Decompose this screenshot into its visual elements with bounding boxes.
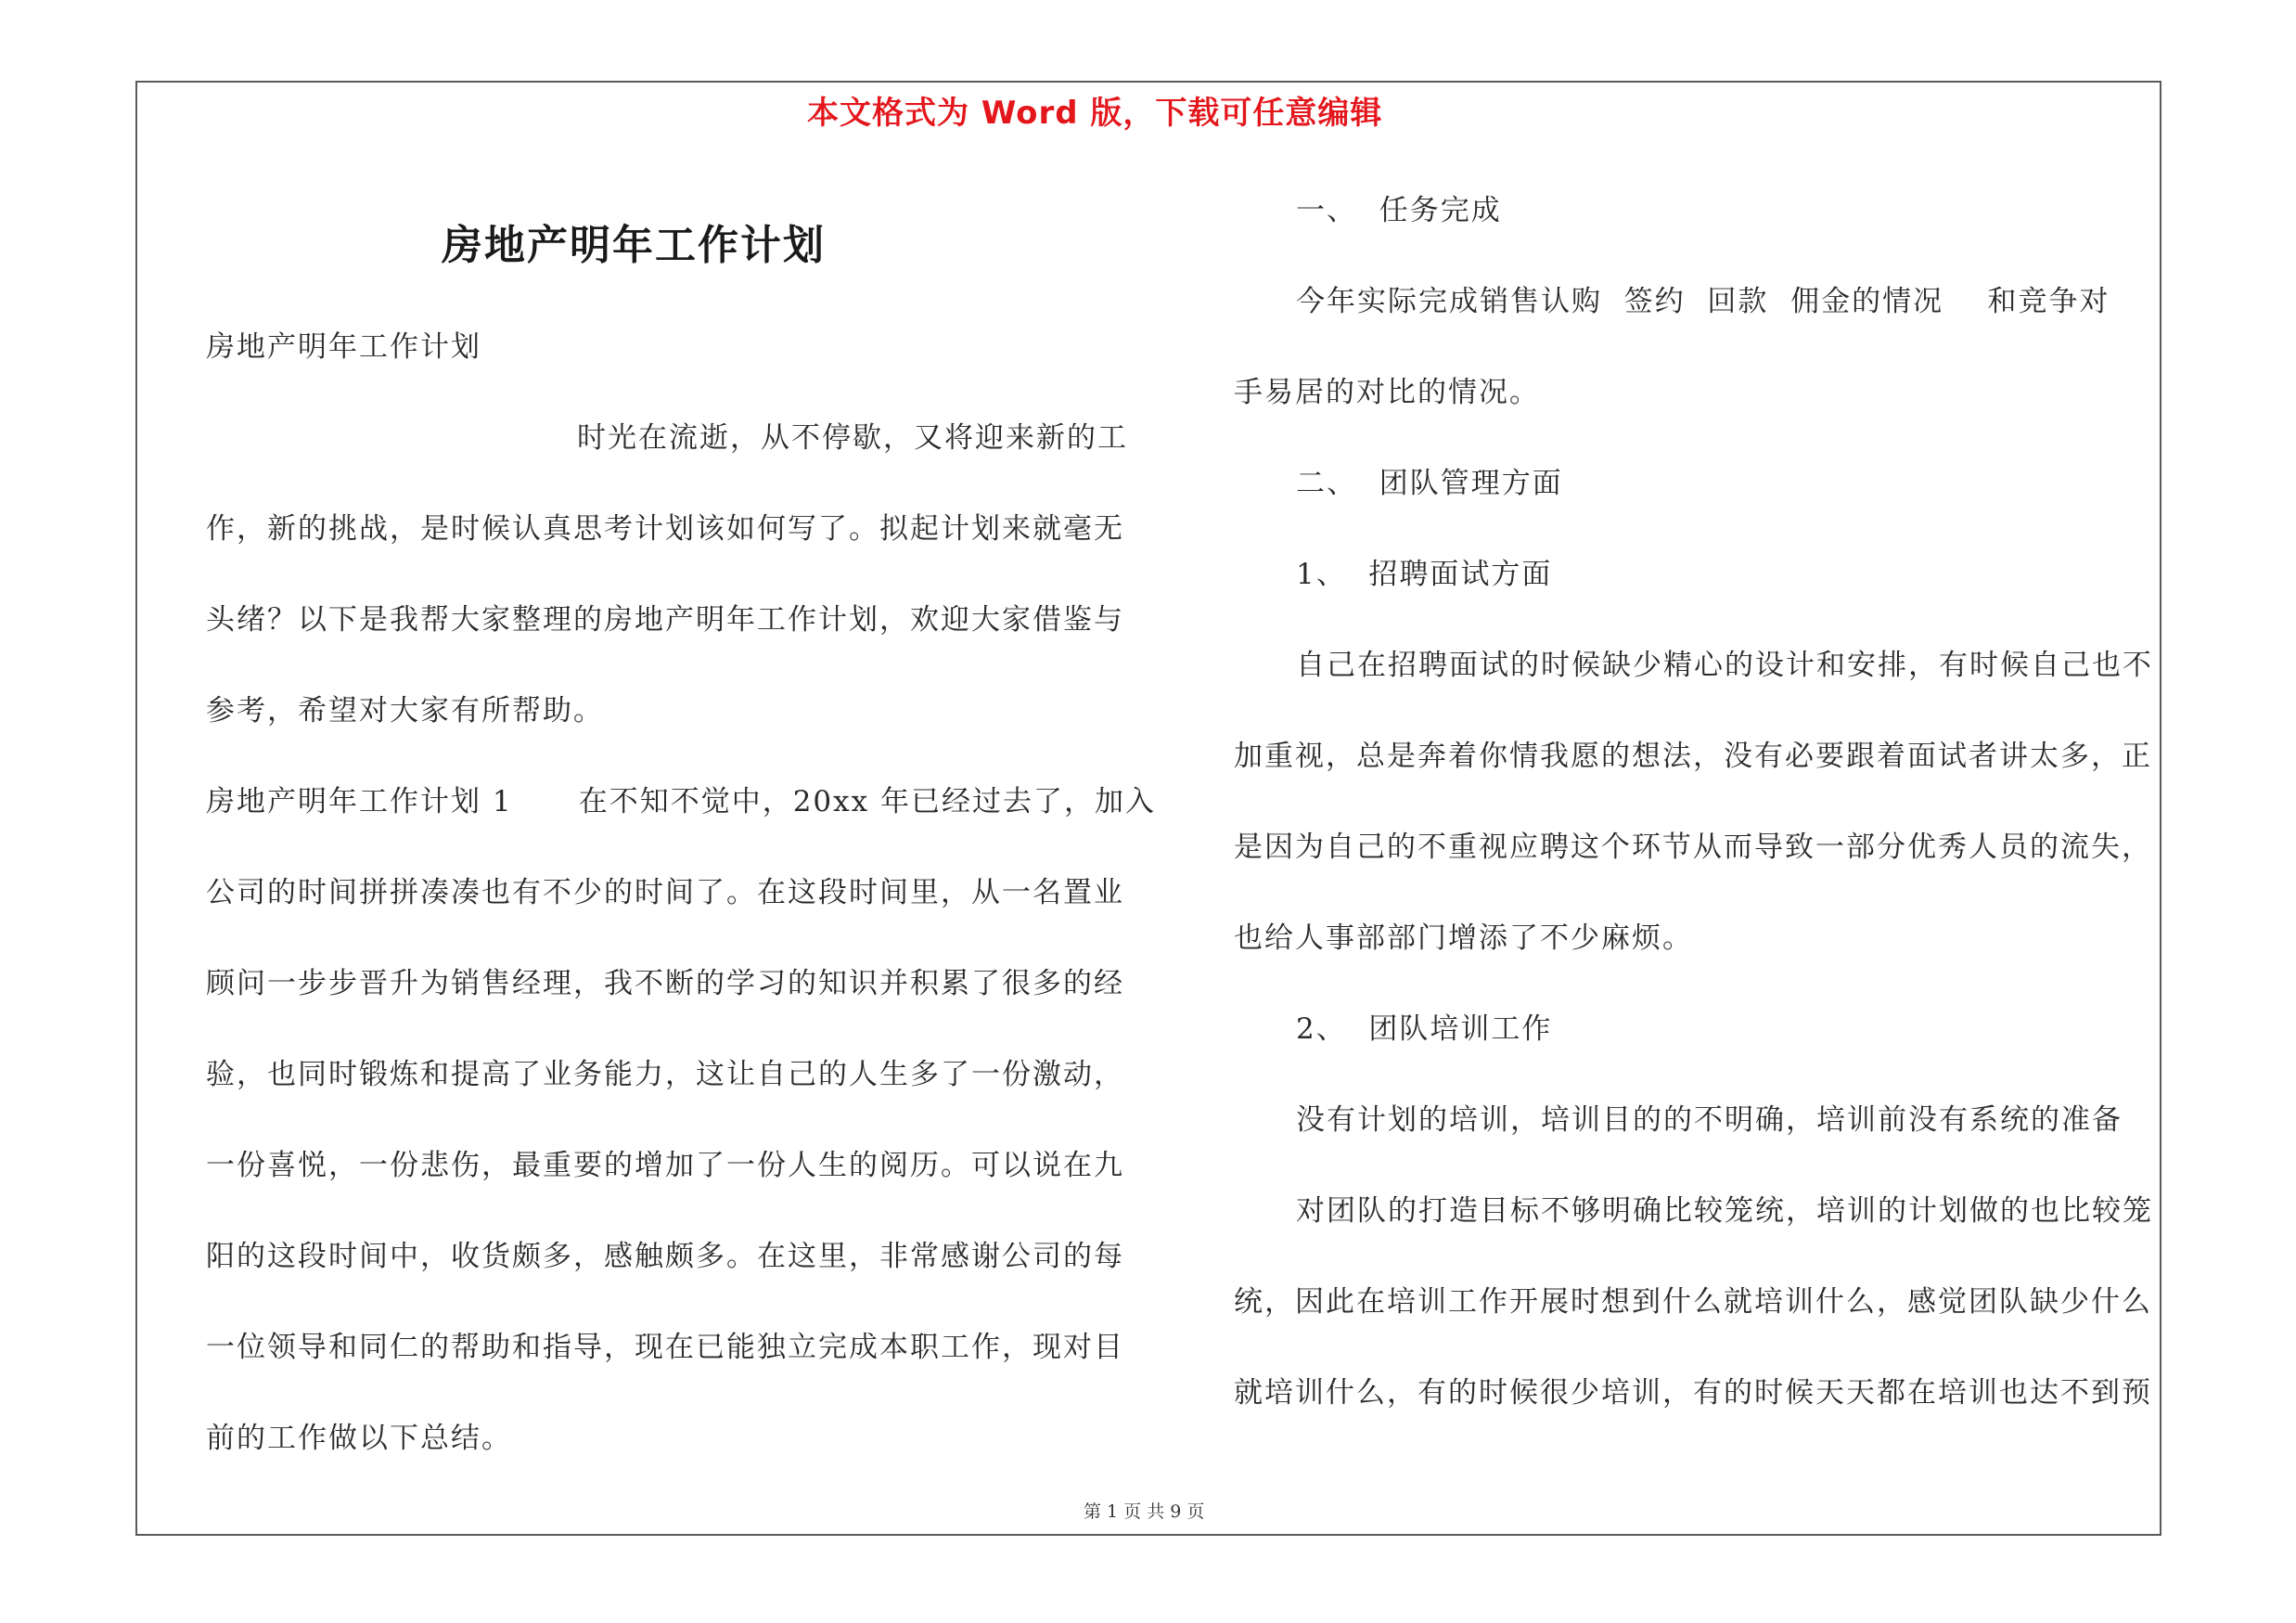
subsection-heading: 1、 招聘面试方面 — [1296, 558, 1553, 591]
text-line: 没有计划的培训，培训目的的不明确，培训前没有系统的准备 — [1296, 1103, 2123, 1137]
text-line: 自己在招聘面试的时候缺少精心的设计和安排，有时候自己也不 — [1296, 649, 2153, 682]
document-title: 房地产明年工作计划 — [442, 222, 826, 269]
page-number: 第 1 页 共 9 页 — [1084, 1501, 1205, 1522]
text-line: 房地产明年工作计划 1 在不知不觉中，20xx 年已经过去了，加入 — [206, 785, 1156, 818]
section-heading: 二、 团队管理方面 — [1296, 467, 1563, 500]
text-line: 加重视，总是奔着你情我愿的想法，没有必要跟着面试者讲太多，正 — [1234, 740, 2152, 773]
text-line: 统，因此在培训工作开展时想到什么就培训什么，感觉团队缺少什么 — [1234, 1285, 2152, 1319]
text-line: 作，新的挑战，是时候认真思考计划该如何写了。拟起计划来就毫无 — [206, 512, 1124, 546]
text-line: 前的工作做以下总结。 — [206, 1422, 512, 1455]
text-line: 时光在流逝，从不停歇，又将迎来新的工 — [577, 421, 1128, 455]
text-line: 参考，希望对大家有所帮助。 — [206, 694, 604, 728]
text-line: 头绪？以下是我帮大家整理的房地产明年工作计划，欢迎大家借鉴与 — [206, 603, 1124, 637]
text-line: 就培训什么，有的时候很少培训，有的时候天天都在培训也达不到预 — [1234, 1376, 2152, 1410]
text-line: 顾问一步步晋升为销售经理，我不断的学习的知识并积累了很多的经 — [206, 967, 1124, 1000]
text-line: 也给人事部部门增添了不少麻烦。 — [1234, 921, 1693, 955]
text-line: 是因为自己的不重视应聘这个环节从而导致一部分优秀人员的流失， — [1234, 831, 2152, 864]
text-line: 验，也同时锻炼和提高了业务能力，这让自己的人生多了一份激动， — [206, 1058, 1124, 1091]
section-heading: 一、 任务完成 — [1296, 194, 1502, 227]
text-line: 手易居的对比的情况。 — [1234, 376, 1540, 409]
text-line: 房地产明年工作计划 — [206, 330, 481, 364]
text-line: 公司的时间拼拼凑凑也有不少的时间了。在这段时间里，从一名置业 — [206, 876, 1124, 909]
text-line: 一位领导和同仁的帮助和指导，现在已能独立完成本职工作，现对目 — [206, 1331, 1124, 1364]
text-line: 阳的这段时间中，收货颇多，感触颇多。在这里，非常感谢公司的每 — [206, 1240, 1124, 1273]
text-line: 今年实际完成销售认购 签约 回款 佣金的情况 和竞争对 — [1296, 285, 2110, 318]
text-line: 一份喜悦，一份悲伤，最重要的增加了一份人生的阅历。可以说在九 — [206, 1149, 1124, 1182]
text-line: 对团队的打造目标不够明确比较笼统，培训的计划做的也比较笼 — [1296, 1194, 2153, 1228]
format-notice: 本文格式为 Word 版，下载可任意编辑 — [807, 95, 1383, 132]
subsection-heading: 2、 团队培训工作 — [1296, 1012, 1553, 1046]
